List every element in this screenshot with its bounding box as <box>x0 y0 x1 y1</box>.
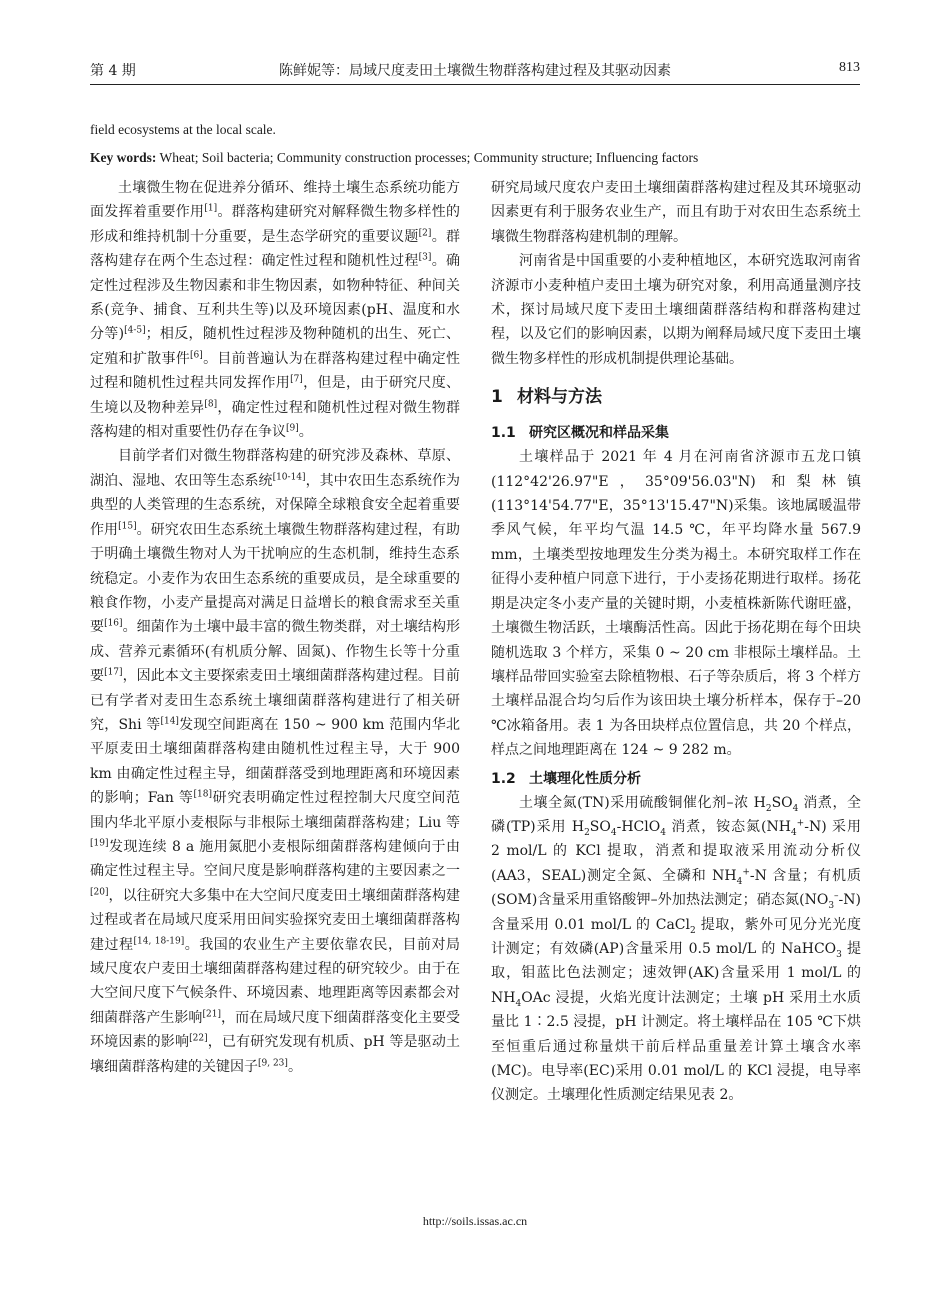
subsection-heading-soil-analysis: 1.2 土壤理化性质分析 <box>491 770 641 787</box>
citation[interactable]: [3] <box>418 252 432 263</box>
citation[interactable]: [20] <box>90 887 109 898</box>
paragraph-intro-2-continued: 研究局域尺度农户麦田土壤细菌群落构建过程及其环境驱动因素更有利于服务农业生产，而且有助于对农田生态系统土壤微生物群落构建机制的理解。 <box>491 180 861 245</box>
subsection-heading-study-area: 1.1 研究区概况和样品采集 <box>491 425 669 442</box>
left-column <box>90 176 460 1079</box>
keywords-label: Key words: <box>90 150 157 165</box>
paragraph-soil-analysis: 土壤全氮(TN)采用硫酸铜催化剂–浓 $H_2SO_4$ 消煮，全磷(TP)采用 $H_2SO_4-HClO_4$ 消煮，铵态氮$(NH_4^+-N)$ 采用 2 mol/L 的 KCl 提取，消煮和提取液采用流动分析仪(AA3，SEAL)测定全氮、全磷和 $NH_4^+-N$ 含量；有机质(SOM)含量采用重铬酸钾–外加热法测定；硝态氮$(NO_3^--N)$含量采用 0.01 mol/L 的 CaCl$_2$ 提取，紫外可见分光光度计测定；有效磷(AP)含量采用 0.5 mol/L 的 NaHCO$_3$ 提取，钼蓝比色法测定；速效钾(AK)含量采用 1 mol/L 的 $NH_4OAc$ 浸提，火焰光度计法测定；土壤 pH 采用土水质量比 1∶2.5 浸提，pH 计测定。将土壤样品在 105 ℃下烘至恒重后通过称量烘干前后样品重量差计算土壤含水率(MC)。电导率(EC)采用 0.01 mol/L 的 KCl 浸提，电导率仪测定。土壤理化性质测定结果见表 2。 <box>491 794 862 1104</box>
citation[interactable]: [15] <box>118 521 137 532</box>
citation[interactable]: [6] <box>190 350 203 361</box>
running-title: 陈鲜妮等：局域尺度麦田土壤微生物群落构建过程及其驱动因素 <box>279 63 671 79</box>
paragraph-intro-2: 目前学者们对微生物群落构建的研究涉及森林、草原、湖泊、湿地、农田等生态系统[10-14]，其中农田生态系统作为典型的人类管理的生态系统，对保障全球粮食安全起着重要作用[15]。研究农田生态系统土壤微生物群落构建过程，有助于明确土壤微生物对人为干扰响应的生态机制，维持生态系统稳定。小麦作为农田生态系统的重要成员，是全球重要的粮食作物，小麦产量提高对满足日益增长的粮食需求至关重要[16]。细菌作为土壤中最丰富的微生物类群，对土壤结构形成、营养元素循环(有机质分解、固氮)、作物生长等十分重要[17]，因此本文主要探索麦田土壤细菌群落构建过程。目前已有学者对麦田生态系统土壤细菌群落构建进行了相关研究，Shi 等[14]发现空间距离在 150 ~ 900 km 范围内华北平原麦田土壤细菌群落构建由随机性过程主导，大于 900 km 由确定性过程主导，细菌群落受到地理距离和环境因素的影响；Fan 等[18]研究表明确定性过程控制大尺度空间范围内华北平原小麦根际与非根际土壤细菌群落构建；Liu 等[19]发现连续 8 a 施用氮肥小麦根际细菌群落构建倾向于由确定性过程主导。空间尺度是影响群落构建的主要因素之一[20]，以往研究大多集中在大空间尺度麦田土壤细菌群落构建过程或者在局域尺度采用田间实验探究麦田土壤细菌群落构建过程[14, 18-19]。我国的农业生产主要依靠农民，目前对局域尺度农户麦田土壤细菌群落构建过程的研究较少。由于在大空间尺度下气候条件、环境因素、地理距离等因素都会对细菌群落产生影响[21]，而在局域尺度下细菌群落变化主要受环境因素的影响[22]，已有研究发现有机质、pH 等是驱动土壤细菌群落构建的关键因子[9, 23]。 <box>90 448 461 1075</box>
citation[interactable]: [9, 23] <box>258 1057 288 1068</box>
paragraph-study-area: 土壤样品于 2021 年 4 月在河南省济源市五龙口镇 (112°42'26.97"E，35°09'56.03"N) 和梨林镇 (113°14'54.77"E，35°13'15.47"N)采集。该地属暖温带季风气候，年平均气温 14.5 ℃，年平均降水量 567.9 mm，土壤类型按地理发生分类为褐土。本研究取样工作在征得小麦种植户同意下进行，于小麦扬花期进行取样。扬花期是决定冬小麦产量的关键时期，小麦植株新陈代谢旺盛，土壤微生物活跃，土壤酶活性高。因此于扬花期在每个田块随机选取 3 个样方，采集 0 ~ 20 cm 非根际土壤样品。土壤样品带回实验室去除植物根、石子等杂质后，将 3 个样方土壤样品混合均匀后作为该田块土壤分析样本，保存于–20 ℃冰箱备用。表 1 为各田块样点位置信息，共 20 个样点，样点之间地理距离在 124 ~ 9 282 m。 <box>491 449 861 759</box>
citation[interactable]: [8] <box>204 399 218 409</box>
citation[interactable]: [4-5] <box>124 325 146 336</box>
citation[interactable]: [2] <box>418 228 432 239</box>
paragraph-intro-3: 河南省是中国重要的小麦种植地区，本研究选取河南省济源市小麦种植户麦田土壤为研究对象，利用高通量测序技术，探讨局域尺度下麦田土壤细菌群落结构和群落构建过程，以及它们的影响因素，以期为阐释局域尺度下麦田土壤微生物多样性的形成机制提供理论基础。 <box>491 253 861 367</box>
citation[interactable]: [17] <box>104 667 123 678</box>
citation[interactable]: [22] <box>189 1033 208 1044</box>
citation[interactable]: [14, 18-19] <box>133 935 185 946</box>
citation[interactable]: [7] <box>290 374 303 385</box>
paragraph-intro-1: 土壤微生物在促进养分循环、维持土壤生态系统功能方面发挥着重要作用[1]。群落构建研究对解释微生物多样性的形成和维持机制十分重要，是生态学研究的重要议题[2]。群落构建存在两个生态过程：确定性过程和随机性过程[3]。确定性过程涉及生物因素和非生物因素，如物种特征、种间关系(竞争、捕食、互利共生等)以及环境因素(pH、温度和水分等)[4-5]；相反，随机性过程涉及物种随机的出生、死亡、定殖和扩散事件[6]。目前普遍认为在群落构建过程中确定性过程和随机性过程共同发挥作用[7]，但是，由于研究尺度、生境以及物种差异[8]，确定性过程和随机性过程对微生物群落构建的相对重要性仍存在争议[9]。 <box>90 180 461 441</box>
page-number: 813 <box>839 60 860 75</box>
footer-url[interactable]: http://soils.issas.ac.cn <box>422 1214 528 1228</box>
citation[interactable]: [18] <box>193 789 213 800</box>
right-column <box>491 176 861 1108</box>
abstract-last-line: field ecosystems at the local scale. <box>90 122 276 137</box>
citation[interactable]: [14] <box>160 716 179 727</box>
section-heading-materials-methods: 1 材料与方法 <box>491 387 602 408</box>
abstract-tail <box>90 116 860 172</box>
citation[interactable]: [1] <box>204 203 218 214</box>
keywords-text: Wheat; Soil bacteria; Community construction processes; Community structure; Influencing factors <box>159 150 699 165</box>
issue-number: 第 4 期 <box>90 63 136 79</box>
citation[interactable]: [9] <box>286 423 299 434</box>
citation[interactable]: [21] <box>202 1009 221 1020</box>
citation[interactable]: [19] <box>90 838 109 849</box>
running-header <box>90 58 860 85</box>
citation[interactable]: [10-14] <box>272 472 306 483</box>
citation[interactable]: [16] <box>104 618 123 629</box>
keywords-line <box>90 144 860 172</box>
